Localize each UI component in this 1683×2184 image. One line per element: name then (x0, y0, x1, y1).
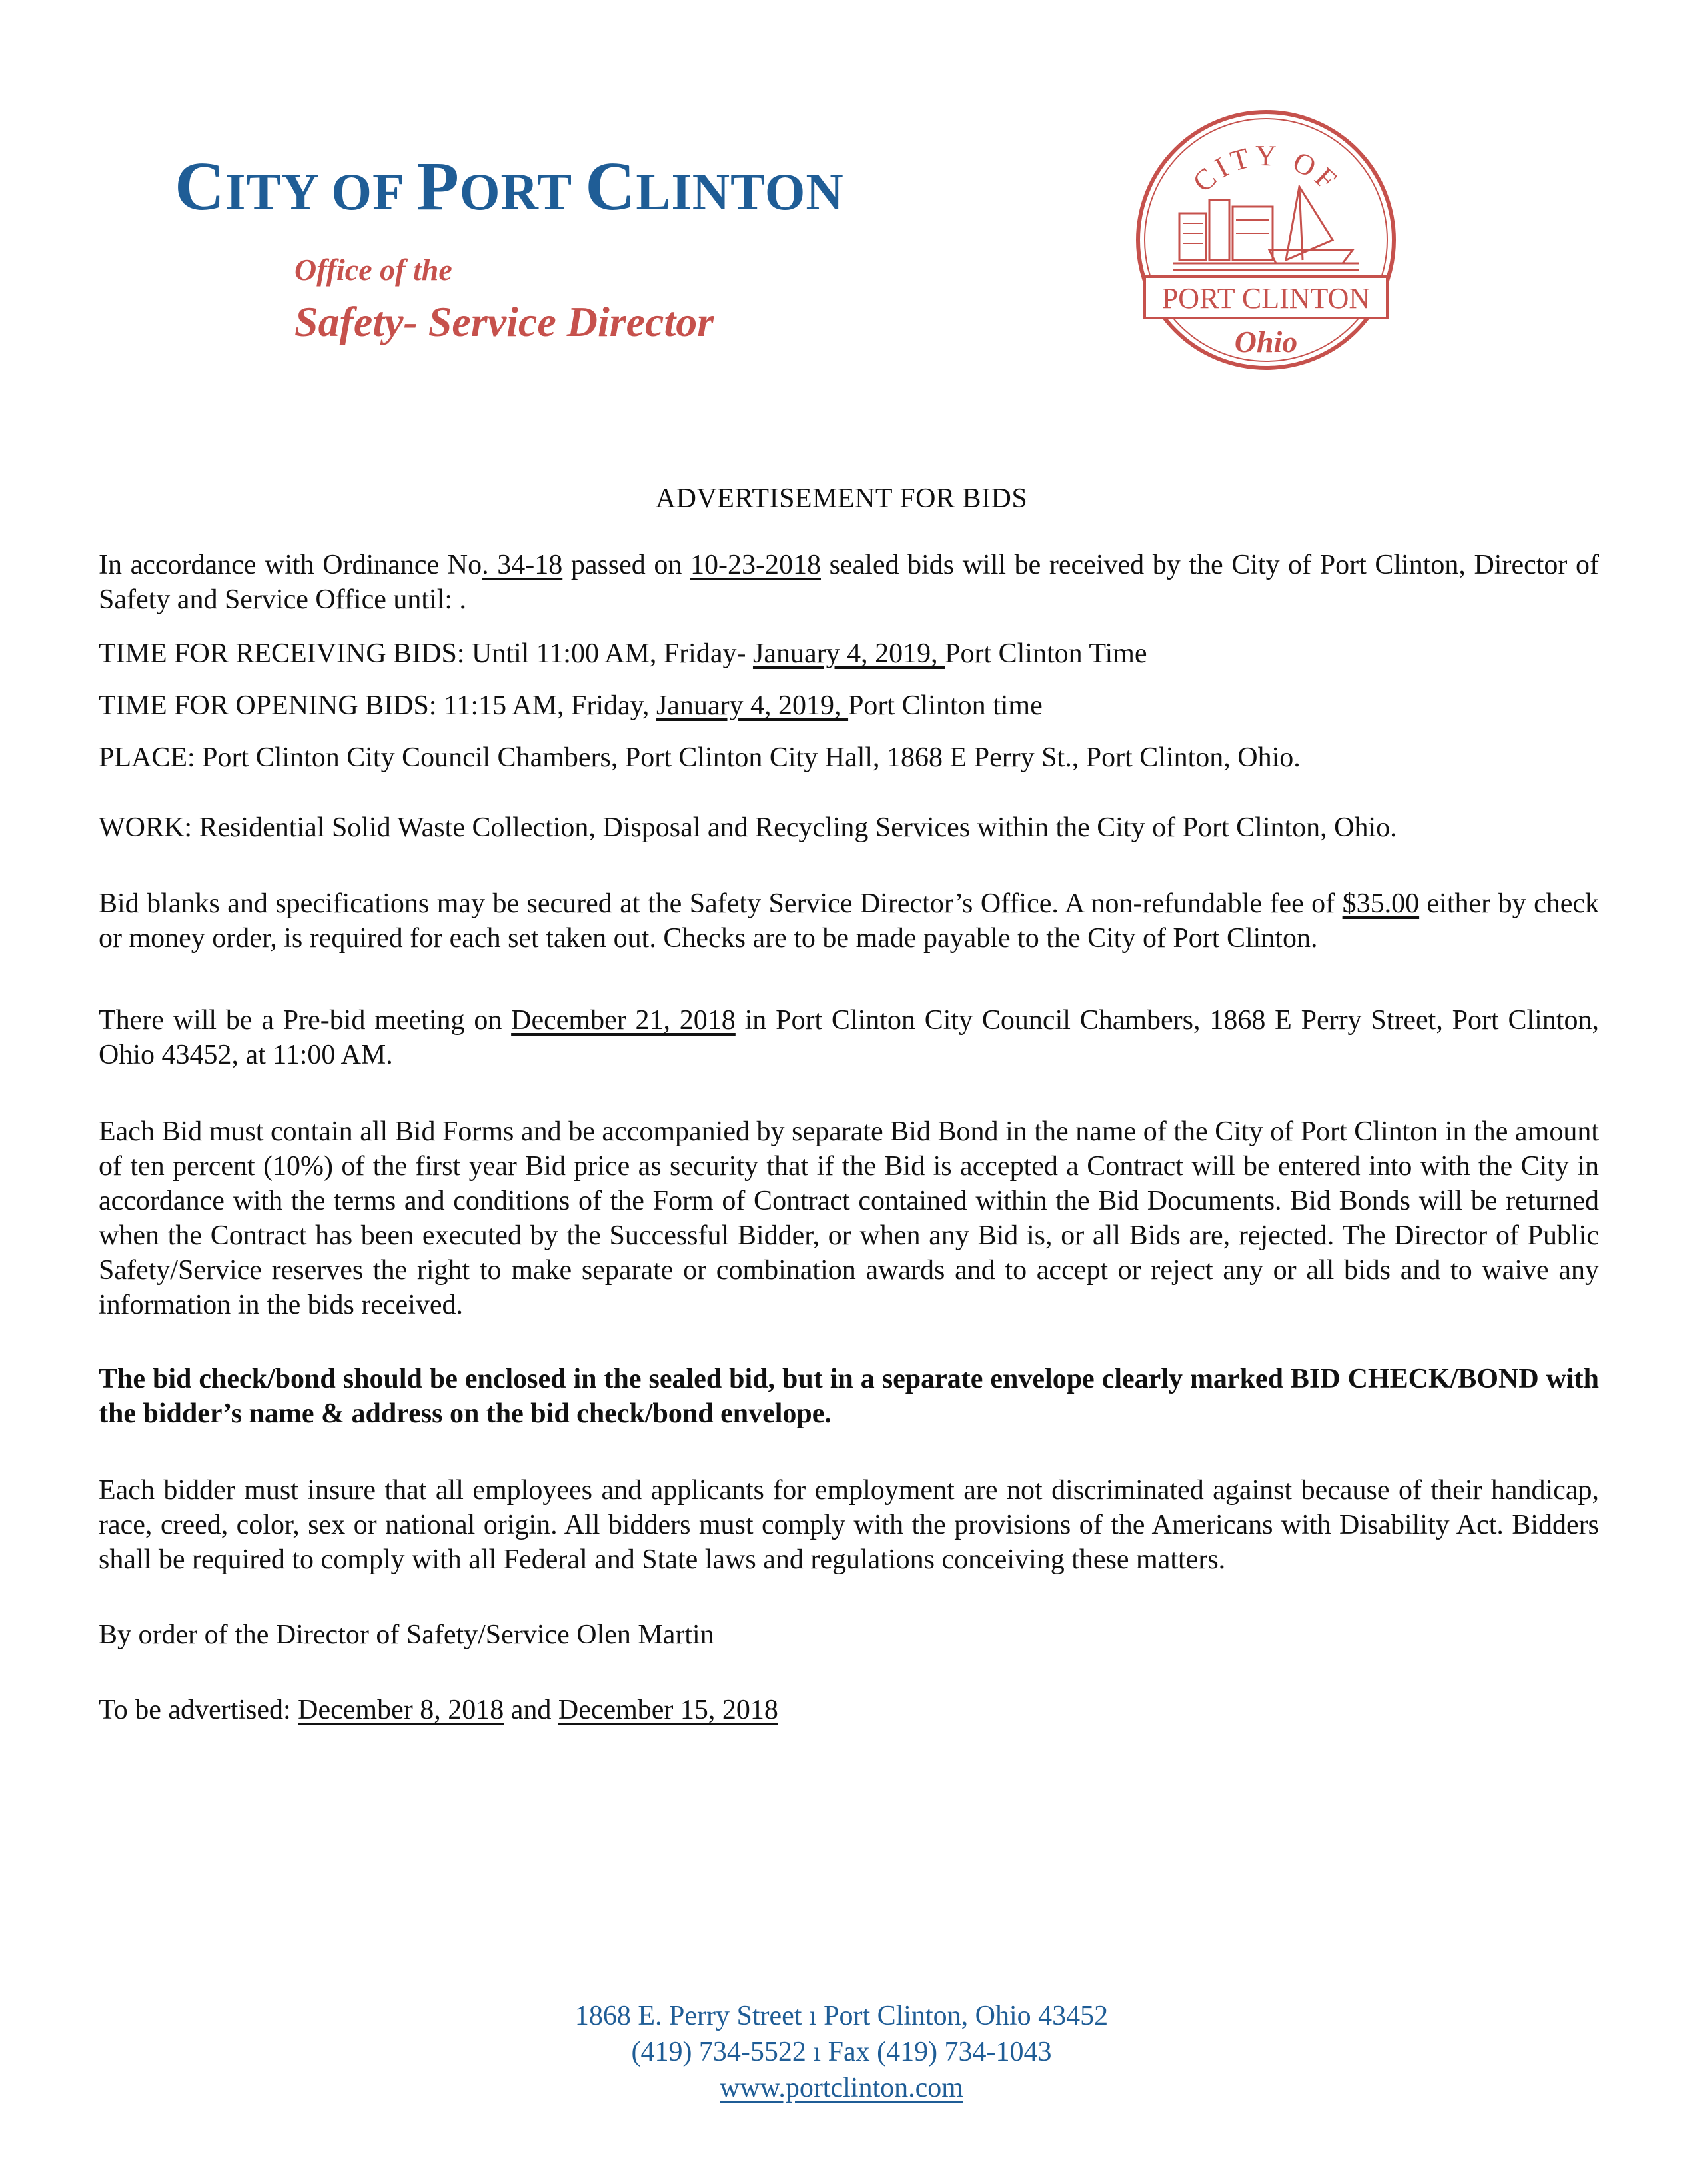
bid-check-notice: The bid check/bond should be enclosed in the sealed bid, but in a separate envelope clearly marked BID CHECK/BOND with the bidder’s name & address on the bid check/bond envelope. (99, 1364, 1599, 1429)
passed-date: 10-23-2018 (690, 550, 821, 580)
office-of-label: Office of the (294, 253, 452, 287)
letterhead-title: CITY OF PORT CLINTON (175, 148, 844, 225)
nondiscrimination-paragraph: Each bidder must insure that all employees and applicants for employment are not discriminated against because of their handicap, race, creed, color, sex or national origin. All bidders must comply with the provisions of the Americans with Disability Act. Bidders shall be required to comply with all Federal and State laws and regulations conceiving these matters. (99, 1475, 1599, 1575)
footer-address: 1868 E. Perry Street ı Port Clinton, Ohio 43452 (574, 2001, 1109, 2031)
director-title: Safety- Service Director (294, 298, 714, 345)
advertised-line: To be advertised: December 8, 2018 and December 15, 2018 (99, 1695, 778, 1725)
place-line: PLACE: Port Clinton City Council Chambers, Port Clinton City Hall, 1868 E Perry St., Port Clinton, Ohio. (99, 742, 1301, 773)
receiving-date: January 4, 2019, (752, 638, 945, 669)
document-title: ADVERTISEMENT FOR BIDS (655, 483, 1028, 514)
ordinance-number: . 34-18 (482, 550, 563, 580)
footer-website-link[interactable]: www.portclinton.com (720, 2073, 963, 2103)
receiving-bids-line: TIME FOR RECEIVING BIDS: Until 11:00 AM, Friday- January 4, 2019, Port Clinton Time (99, 638, 1147, 669)
advertised-date-2: December 15, 2018 (558, 1695, 778, 1725)
city-seal-logo (1133, 107, 1399, 373)
prebid-date: December 21, 2018 (511, 1005, 736, 1036)
svg-text:CITY OF: CITY OF (1186, 139, 1346, 199)
footer (0, 1998, 1683, 2106)
svg-text:PORT CLINTON: PORT CLINTON (1161, 282, 1371, 315)
intro-paragraph: In accordance with Ordinance No. 34-18 passed on 10-23-2018 sealed bids will be received by the City of Port Clinton, Director of Safety and Service Office until: . (99, 550, 1599, 615)
opening-date: January 4, 2019, (656, 690, 849, 721)
order-line: By order of the Director of Safety/Service Olen Martin (99, 1620, 714, 1650)
bid-blanks-paragraph: Bid blanks and specifications may be secured at the Safety Service Director’s Office. A non-refundable fee of $35.00 either by check or money order, is required for each set taken out. Checks are to be made payable to the City of Port Clinton. (99, 888, 1599, 954)
advertised-date-1: December 8, 2018 (298, 1695, 504, 1725)
opening-bids-line: TIME FOR OPENING BIDS: 11:15 AM, Friday, January 4, 2019, Port Clinton time (99, 690, 1043, 721)
fee-amount: $35.00 (1342, 888, 1420, 919)
svg-text:Ohio: Ohio (1234, 325, 1298, 359)
work-line: WORK: Residential Solid Waste Collection, Disposal and Recycling Services within the City of Port Clinton, Ohio. (99, 812, 1397, 843)
footer-phone: (419) 734-5522 ı Fax (419) 734-1043 (631, 2037, 1052, 2067)
prebid-paragraph: There will be a Pre-bid meeting on December 21, 2018 in Port Clinton City Council Chambers, 1868 E Perry Street, Port Clinton, Ohio 43452, at 11:00 AM. (99, 1005, 1599, 1070)
bid-bond-paragraph: Each Bid must contain all Bid Forms and be accompanied by separate Bid Bond in the name of the City of Port Clinton in the amount of ten percent (10%) of the first year Bid price as security that if the Bid is accepted a Contract will be entered into with the City in accordance with the terms and conditions of the Form of Contract contained within the Bid Documents. Bid Bonds will be returned when the Contract has been executed by the Successful Bidder, or when any Bid is, or all Bids are, rejected. The Director of Public Safety/Service reserves the right to make separate or combination awards and to accept or reject any or all bids and to waive any information in the bids received. (99, 1116, 1599, 1320)
